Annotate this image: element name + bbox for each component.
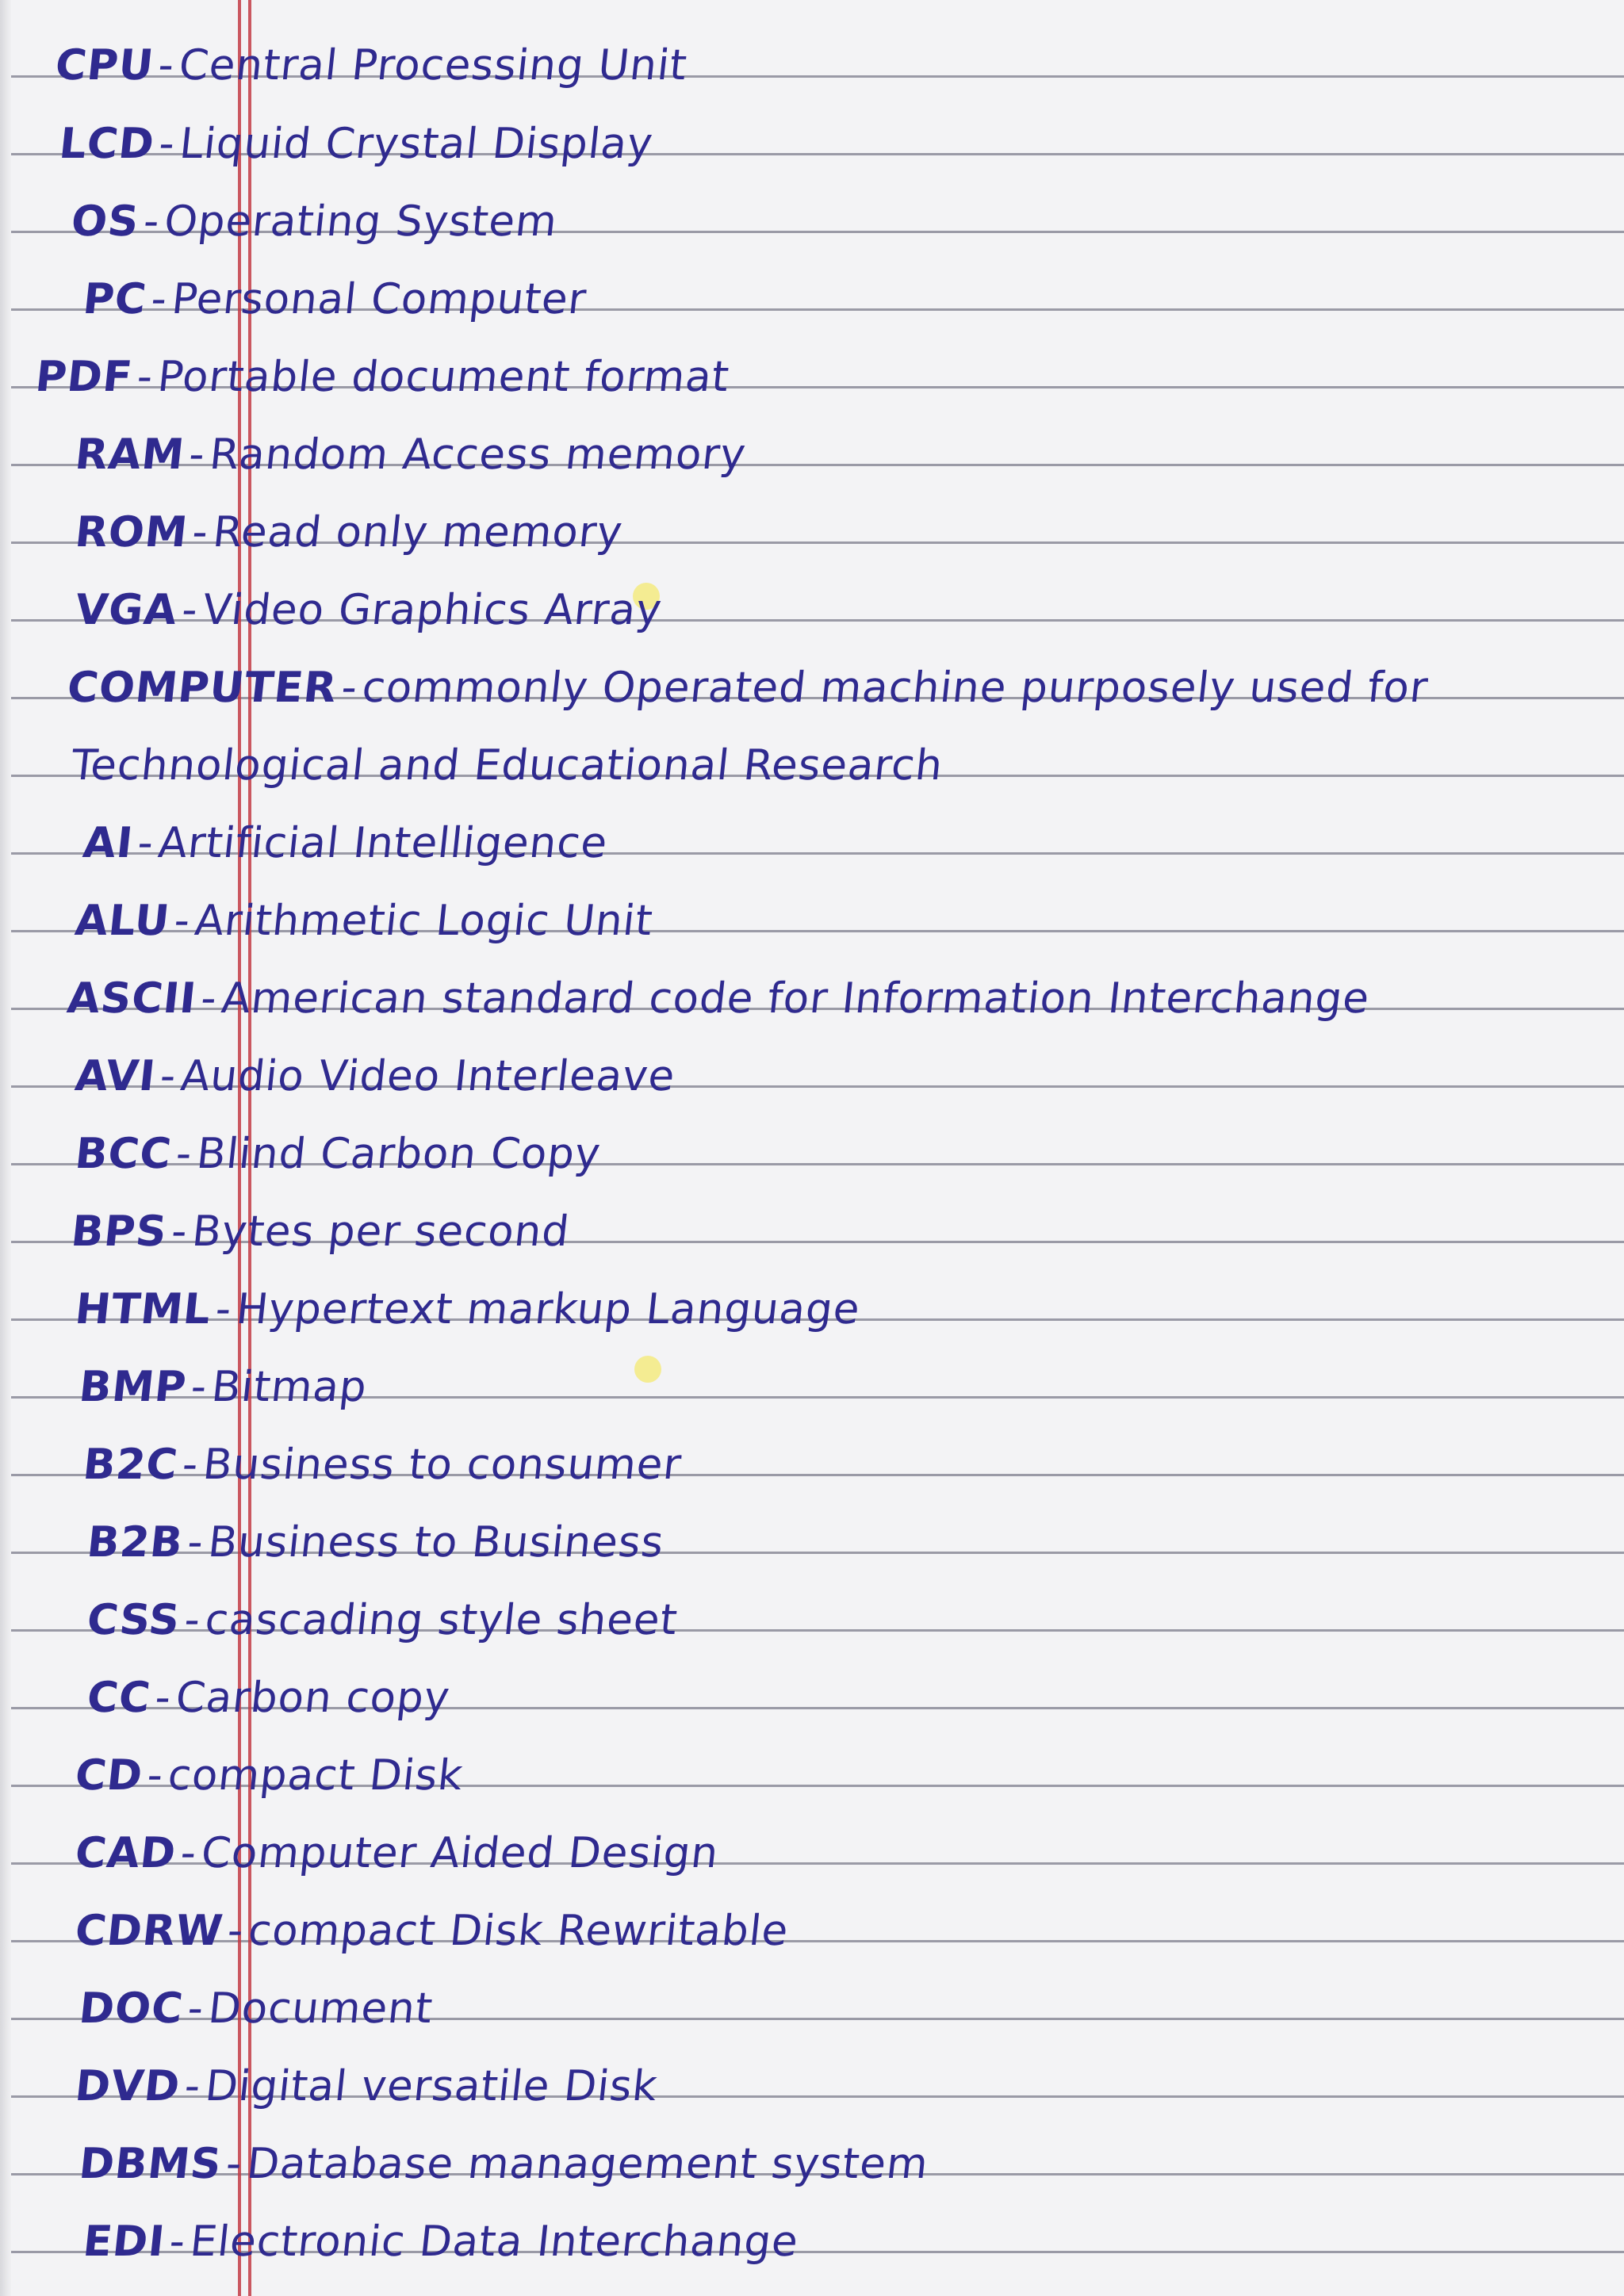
list-item: PDF-Portable document format <box>33 353 732 401</box>
list-item: DOC-Document <box>76 1984 435 2033</box>
list-item: BPS-Bytes per second <box>68 1207 573 1256</box>
list-item: ALU-Arithmetic Logic Unit <box>72 897 656 945</box>
list-item: BCC-Blind Carbon Copy <box>72 1130 603 1178</box>
list-item: ASCII-American standard code for Information Interchange <box>64 974 1373 1023</box>
list-item: CC-Carbon copy <box>84 1674 453 1722</box>
list-item: COMPUTER-commonly Operated machine purposely used for <box>64 664 1431 712</box>
list-item-continuation: Technological and Educational Research <box>68 741 946 790</box>
list-item: DVD-Digital versatile Disk <box>72 2062 661 2110</box>
list-item: AI-Artificial Intelligence <box>80 819 611 867</box>
list-item: DBMS-Database management system <box>76 2140 931 2188</box>
list-item: CSS-cascading style sheet <box>84 1596 680 1644</box>
list-item: ROM-Read only memory <box>72 508 626 557</box>
list-item: B2C-Business to consumer <box>80 1441 684 1489</box>
list-item: EDI-Electronic Data Interchange <box>80 2218 802 2266</box>
list-item: OS-Operating System <box>68 197 561 246</box>
list-item: LCD-Liquid Crystal Display <box>56 120 656 168</box>
list-item: RAM-Random Access memory <box>72 430 749 479</box>
list-item: CAD-Computer Aided Design <box>72 1829 722 1877</box>
list-item: CD-compact Disk <box>72 1751 466 1800</box>
list-item: B2B-Business to Business <box>84 1518 667 1567</box>
list-item: BMP-Bitmap <box>76 1363 370 1411</box>
list-item: CPU-Central Processing Unit <box>52 41 690 90</box>
list-item: AVI-Audio Video Interleave <box>72 1052 678 1100</box>
list-item: HTML-Hypertext markup Language <box>72 1285 863 1334</box>
list-item: CDRW-compact Disk Rewritable <box>72 1907 791 1955</box>
list-item: PC-Personal Computer <box>80 275 589 323</box>
list-item: VGA-Video Graphics Array <box>72 586 665 634</box>
